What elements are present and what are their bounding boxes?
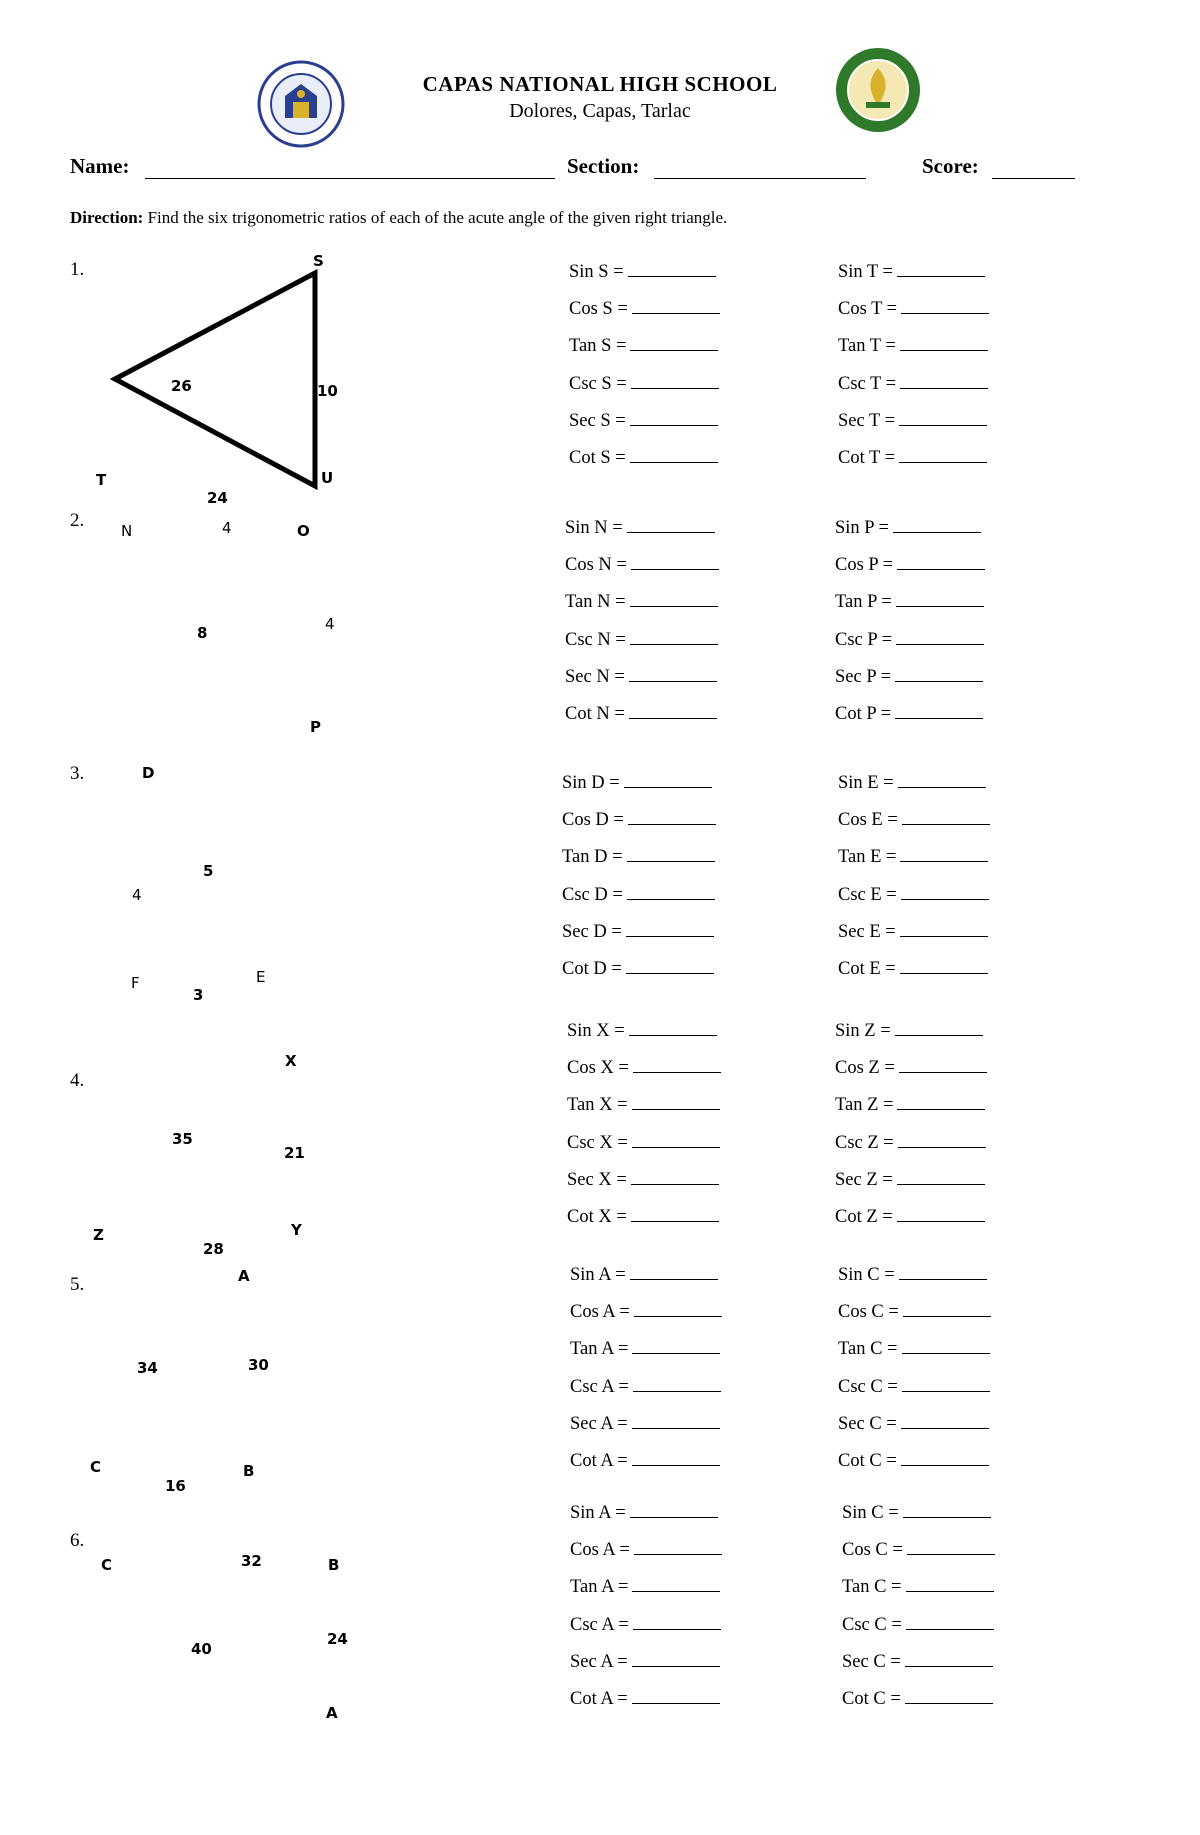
ratio-row xyxy=(569,411,718,432)
ratio-row xyxy=(842,1615,994,1636)
answer-blank[interactable] xyxy=(632,1427,720,1429)
answer-blank[interactable] xyxy=(632,1146,720,1148)
problem-3-label: D xyxy=(142,764,155,782)
problem-4-number: 4. xyxy=(70,1070,85,1091)
ratio-label: Tan E = xyxy=(838,847,897,868)
ratio-label: Sec A = xyxy=(570,1651,628,1672)
ratio-row xyxy=(562,810,716,831)
ratio-row xyxy=(838,1377,990,1398)
answer-blank[interactable] xyxy=(634,1553,722,1555)
answer-blank[interactable] xyxy=(632,312,720,314)
ratio-row xyxy=(838,885,989,906)
ratio-label: Sin A = xyxy=(570,1265,626,1285)
answer-blank[interactable] xyxy=(632,1464,720,1466)
answer-blank[interactable] xyxy=(626,935,714,937)
ratio-row xyxy=(838,773,986,794)
answer-blank[interactable] xyxy=(893,531,981,533)
ratio-label: Cos A = xyxy=(570,1540,630,1561)
answer-blank[interactable] xyxy=(628,275,716,277)
ratio-row xyxy=(565,518,715,539)
problem-2-label: 8 xyxy=(197,624,208,642)
ratio-label: Tan T = xyxy=(838,336,896,357)
ratio-row xyxy=(570,1503,718,1524)
ratio-label: Csc P = xyxy=(835,629,893,650)
answer-blank[interactable] xyxy=(897,568,985,570)
ratio-row xyxy=(838,1339,990,1360)
answer-blank[interactable] xyxy=(630,1516,718,1518)
answer-blank[interactable] xyxy=(632,1590,720,1592)
answer-blank[interactable] xyxy=(631,1183,719,1185)
answer-blank[interactable] xyxy=(896,605,984,607)
ratio-label: Cos Z = xyxy=(835,1058,895,1079)
ratio-row xyxy=(570,1540,722,1561)
ratio-row xyxy=(562,922,714,943)
problem-4-label: 35 xyxy=(172,1130,193,1148)
ratio-row xyxy=(565,592,718,613)
score-label: Score: xyxy=(922,154,979,178)
ratio-label: Tan S = xyxy=(569,336,627,357)
ratio-label: Sec P = xyxy=(835,666,891,687)
ratio-label: Cot Z = xyxy=(835,1207,893,1227)
ratio-row xyxy=(838,299,989,320)
ratio-label: Cos E = xyxy=(838,810,898,831)
ratio-label: Csc T = xyxy=(838,373,897,394)
ratio-label: Sin P = xyxy=(835,518,889,538)
ratio-row xyxy=(570,1689,720,1710)
ratio-label: Tan A = xyxy=(570,1339,629,1360)
ratio-row xyxy=(562,959,714,980)
ratio-row xyxy=(570,1265,718,1286)
problem-2-label: O xyxy=(297,522,310,540)
ratio-label: Csc S = xyxy=(569,373,627,394)
answer-blank[interactable] xyxy=(903,1315,991,1317)
answer-blank[interactable] xyxy=(897,1183,985,1185)
problem-1-label: T xyxy=(96,471,107,489)
problem-1-label: 10 xyxy=(317,382,338,400)
answer-blank[interactable] xyxy=(895,1034,983,1036)
ratio-label: Tan C = xyxy=(842,1577,902,1598)
problem-1-number: 1. xyxy=(70,259,85,280)
ratio-row xyxy=(569,262,716,283)
answer-blank[interactable] xyxy=(900,860,988,862)
ratio-label: Tan C = xyxy=(838,1339,898,1360)
ratio-label: Cot D = xyxy=(562,959,622,979)
ratio-row xyxy=(835,630,984,651)
ratio-label: Cos D = xyxy=(562,810,624,831)
ratio-row xyxy=(838,336,988,357)
ratio-row xyxy=(835,1133,986,1154)
problem-3-label: E xyxy=(256,968,266,986)
ratio-label: Cos C = xyxy=(842,1540,903,1561)
ratio-row xyxy=(565,667,717,688)
ratio-row xyxy=(570,1302,722,1323)
problem-1-label: 24 xyxy=(207,489,228,507)
problem-3-label: 3 xyxy=(193,986,204,1004)
ratio-label: Sec T = xyxy=(838,410,896,431)
ratio-row xyxy=(835,704,983,725)
ratio-row xyxy=(570,1577,720,1598)
ratio-label: Sin C = xyxy=(842,1503,899,1523)
ratio-label: Csc C = xyxy=(842,1614,902,1635)
answer-blank[interactable] xyxy=(627,531,715,533)
ratio-label: Csc E = xyxy=(838,884,897,905)
ratio-row xyxy=(570,1451,720,1472)
answer-blank[interactable] xyxy=(907,1553,995,1555)
ratio-row xyxy=(569,374,719,395)
ratio-row xyxy=(838,810,990,831)
answer-blank[interactable] xyxy=(901,898,989,900)
ratio-label: Tan N = xyxy=(565,592,626,613)
ratio-label: Cot A = xyxy=(570,1451,628,1471)
ratio-label: Tan X = xyxy=(567,1095,628,1116)
answer-blank[interactable] xyxy=(898,786,986,788)
ratio-row xyxy=(562,773,712,794)
ratio-row xyxy=(838,411,987,432)
answer-blank[interactable] xyxy=(899,1278,987,1280)
answer-blank[interactable] xyxy=(901,1464,989,1466)
ratio-row xyxy=(842,1652,993,1673)
problem-3-label: 5 xyxy=(203,862,214,880)
answer-blank[interactable] xyxy=(630,1278,718,1280)
ratio-row xyxy=(570,1377,721,1398)
ratio-row xyxy=(835,1095,985,1116)
problem-4-label: X xyxy=(285,1052,297,1070)
ratio-row xyxy=(567,1170,719,1191)
problem-6-label: A xyxy=(326,1704,338,1722)
ratio-row xyxy=(569,299,720,320)
problem-2-label: 4 xyxy=(325,615,335,633)
answer-blank[interactable] xyxy=(633,1071,721,1073)
ratio-row xyxy=(842,1689,993,1710)
ratio-row xyxy=(570,1652,720,1673)
problem-5-number: 5. xyxy=(70,1274,85,1295)
ratio-label: Sin E = xyxy=(838,773,894,793)
answer-blank[interactable] xyxy=(897,275,985,277)
ratio-label: Sec A = xyxy=(570,1413,628,1434)
problem-4-label: Y xyxy=(291,1221,302,1239)
answer-blank[interactable] xyxy=(897,1220,985,1222)
ratio-label: Cos T = xyxy=(838,299,898,320)
answer-blank[interactable] xyxy=(901,1427,989,1429)
answer-blank[interactable] xyxy=(627,898,715,900)
answer-blank[interactable] xyxy=(632,1108,720,1110)
answer-blank[interactable] xyxy=(895,717,983,719)
problem-6-label: 40 xyxy=(191,1640,212,1658)
answer-blank[interactable] xyxy=(903,1516,991,1518)
ratio-row xyxy=(565,704,717,725)
problem-3-label: F xyxy=(131,974,140,992)
answer-blank[interactable] xyxy=(629,1034,717,1036)
answer-blank[interactable] xyxy=(902,823,990,825)
ratio-label: Tan A = xyxy=(570,1577,629,1598)
answer-blank[interactable] xyxy=(632,1665,720,1667)
ratio-row xyxy=(835,592,984,613)
direction-text: Find the six trigonometric ratios of each of the acute angle of the given right triangle. xyxy=(143,208,728,227)
ratio-label: Cot E = xyxy=(838,959,896,979)
ratio-label: Sec C = xyxy=(838,1413,897,1434)
problem-4-label: 21 xyxy=(284,1144,305,1162)
answer-blank[interactable] xyxy=(626,972,714,974)
answer-blank[interactable] xyxy=(627,860,715,862)
problem-6-label: C xyxy=(101,1556,113,1574)
ratio-label: Cot S = xyxy=(569,448,626,468)
triangle-1 xyxy=(100,258,340,498)
ratio-label: Cos P = xyxy=(835,555,894,576)
answer-blank[interactable] xyxy=(631,1220,719,1222)
answer-blank[interactable] xyxy=(902,1352,990,1354)
section-label: Section: xyxy=(567,154,640,178)
ratio-row xyxy=(567,1021,717,1042)
problem-6-label: 32 xyxy=(241,1552,262,1570)
problem-5-label: B xyxy=(243,1462,255,1480)
problem-2-label: N xyxy=(121,522,133,540)
ratio-label: Csc N = xyxy=(565,629,626,650)
ratio-row xyxy=(567,1095,720,1116)
ratio-label: Sec Z = xyxy=(835,1169,893,1190)
answer-blank[interactable] xyxy=(630,461,718,463)
answer-blank[interactable] xyxy=(905,1665,993,1667)
answer-blank[interactable] xyxy=(895,680,983,682)
problem-2-number: 2. xyxy=(70,510,85,531)
answer-blank[interactable] xyxy=(901,312,989,314)
problem-5-label: 34 xyxy=(137,1359,158,1377)
ratio-label: Cos C = xyxy=(838,1302,899,1323)
answer-blank[interactable] xyxy=(632,1352,720,1354)
ratio-label: Sin C = xyxy=(838,1265,895,1285)
ratio-row xyxy=(838,959,988,980)
ratio-label: Sin X = xyxy=(567,1021,625,1041)
ratio-label: Csc X = xyxy=(567,1132,628,1153)
ratio-row xyxy=(570,1414,720,1435)
ratio-row xyxy=(565,555,719,576)
school-name: CAPAS NATIONAL HIGH SCHOOL xyxy=(422,72,778,96)
ratio-label: Csc C = xyxy=(838,1376,898,1397)
answer-blank[interactable] xyxy=(900,935,988,937)
ratio-row xyxy=(838,847,988,868)
ratio-label: Tan P = xyxy=(835,592,892,613)
ratio-row xyxy=(570,1339,720,1360)
ratio-row xyxy=(842,1577,994,1598)
ratio-row xyxy=(842,1503,991,1524)
ratio-label: Cos S = xyxy=(569,299,628,320)
ratio-label: Csc A = xyxy=(570,1614,629,1635)
answer-blank[interactable] xyxy=(629,680,717,682)
answer-blank[interactable] xyxy=(633,1628,721,1630)
ratio-row xyxy=(569,336,718,357)
answer-blank[interactable] xyxy=(624,786,712,788)
ratio-row xyxy=(570,1615,721,1636)
problem-4-label: 28 xyxy=(203,1240,224,1258)
problem-1-label: 26 xyxy=(171,377,192,395)
answer-blank[interactable] xyxy=(905,1702,993,1704)
ratio-row xyxy=(842,1540,995,1561)
ratio-label: Sin S = xyxy=(569,262,624,282)
ratio-row xyxy=(838,922,988,943)
ratio-label: Cos A = xyxy=(570,1302,630,1323)
problem-3-label: 4 xyxy=(132,886,142,904)
ratio-row xyxy=(838,1414,989,1435)
problem-6-label: B xyxy=(328,1556,340,1574)
direction xyxy=(70,208,727,228)
ratio-label: Cot C = xyxy=(842,1689,901,1709)
ratio-label: Csc Z = xyxy=(835,1132,894,1153)
answer-blank[interactable] xyxy=(900,349,988,351)
ratio-row xyxy=(835,555,985,576)
answer-blank[interactable] xyxy=(899,1071,987,1073)
answer-blank[interactable] xyxy=(630,424,718,426)
ratio-label: Cot T = xyxy=(838,448,896,468)
ratio-row xyxy=(569,448,718,469)
problem-2-label: 4 xyxy=(222,519,232,537)
answer-blank[interactable] xyxy=(902,1390,990,1392)
ratio-label: Sec E = xyxy=(838,921,896,942)
ratio-row xyxy=(835,518,981,539)
answer-blank[interactable] xyxy=(630,605,718,607)
ratio-row xyxy=(835,1170,985,1191)
problem-3-number: 3. xyxy=(70,763,85,784)
answer-blank[interactable] xyxy=(633,1390,721,1392)
answer-blank[interactable] xyxy=(632,1702,720,1704)
ratio-label: Sin T = xyxy=(838,262,893,282)
ratio-label: Sec D = xyxy=(562,921,622,942)
ratio-row xyxy=(835,667,983,688)
ratio-row xyxy=(838,448,987,469)
ratio-label: Cot C = xyxy=(838,1451,897,1471)
answer-blank[interactable] xyxy=(899,461,987,463)
ratio-label: Cot A = xyxy=(570,1689,628,1709)
ratio-label: Cot X = xyxy=(567,1207,627,1227)
answer-blank[interactable] xyxy=(900,387,988,389)
ratio-row xyxy=(567,1207,719,1228)
ratio-label: Sec N = xyxy=(565,666,625,687)
answer-blank[interactable] xyxy=(898,1146,986,1148)
section-field[interactable] xyxy=(654,178,866,179)
ratio-row xyxy=(835,1207,985,1228)
problem-5-label: C xyxy=(90,1458,102,1476)
name-field[interactable] xyxy=(145,178,555,179)
ratio-label: Csc A = xyxy=(570,1376,629,1397)
direction-label: Direction: xyxy=(70,208,144,227)
answer-blank[interactable] xyxy=(631,387,719,389)
problem-6-label: 24 xyxy=(327,1630,348,1648)
ratio-row xyxy=(567,1058,721,1079)
ratio-row xyxy=(562,847,715,868)
ratio-row xyxy=(565,630,718,651)
answer-blank[interactable] xyxy=(906,1628,994,1630)
ratio-label: Csc D = xyxy=(562,884,623,905)
score-field[interactable] xyxy=(992,178,1075,179)
ratio-label: Cos N = xyxy=(565,555,627,576)
ratio-label: Tan D = xyxy=(562,847,623,868)
problem-5-label: A xyxy=(238,1267,250,1285)
answer-blank[interactable] xyxy=(897,1108,985,1110)
problem-4-label: Z xyxy=(93,1226,104,1244)
ratio-label: Cot N = xyxy=(565,704,625,724)
ratio-label: Sin D = xyxy=(562,773,620,793)
problem-2-label: P xyxy=(310,718,321,736)
answer-blank[interactable] xyxy=(631,568,719,570)
school-address: Dolores, Capas, Tarlac xyxy=(509,100,691,122)
ratio-row xyxy=(838,262,985,283)
ratio-label: Sin N = xyxy=(565,518,623,538)
answer-blank[interactable] xyxy=(906,1590,994,1592)
ratio-row xyxy=(567,1133,720,1154)
problem-6-number: 6. xyxy=(70,1530,85,1551)
ratio-row xyxy=(838,1302,991,1323)
problem-1-label: U xyxy=(321,469,334,487)
ratio-row xyxy=(838,1451,989,1472)
ratio-label: Tan Z = xyxy=(835,1095,894,1116)
ratio-label: Cos X = xyxy=(567,1058,629,1079)
answer-blank[interactable] xyxy=(629,717,717,719)
answer-blank[interactable] xyxy=(628,823,716,825)
answer-blank[interactable] xyxy=(899,424,987,426)
ratio-label: Sec S = xyxy=(569,410,626,431)
answer-blank[interactable] xyxy=(900,972,988,974)
problem-5-label: 16 xyxy=(165,1477,186,1495)
answer-blank[interactable] xyxy=(634,1315,722,1317)
ratio-row xyxy=(835,1021,983,1042)
ratio-label: Cot P = xyxy=(835,704,892,724)
answer-blank[interactable] xyxy=(630,643,718,645)
ratio-row xyxy=(838,1265,987,1286)
ratio-row xyxy=(562,885,715,906)
ratio-row xyxy=(838,374,988,395)
ratio-label: Sin Z = xyxy=(835,1021,891,1041)
ratio-label: Sec C = xyxy=(842,1651,901,1672)
ratio-row xyxy=(835,1058,987,1079)
problem-5-label: 30 xyxy=(248,1356,269,1374)
answer-blank[interactable] xyxy=(630,349,718,351)
problem-1-label: S xyxy=(313,252,324,270)
name-label: Name: xyxy=(70,154,130,178)
ratio-label: Sec X = xyxy=(567,1169,627,1190)
answer-blank[interactable] xyxy=(896,643,984,645)
ratio-label: Sin A = xyxy=(570,1503,626,1523)
